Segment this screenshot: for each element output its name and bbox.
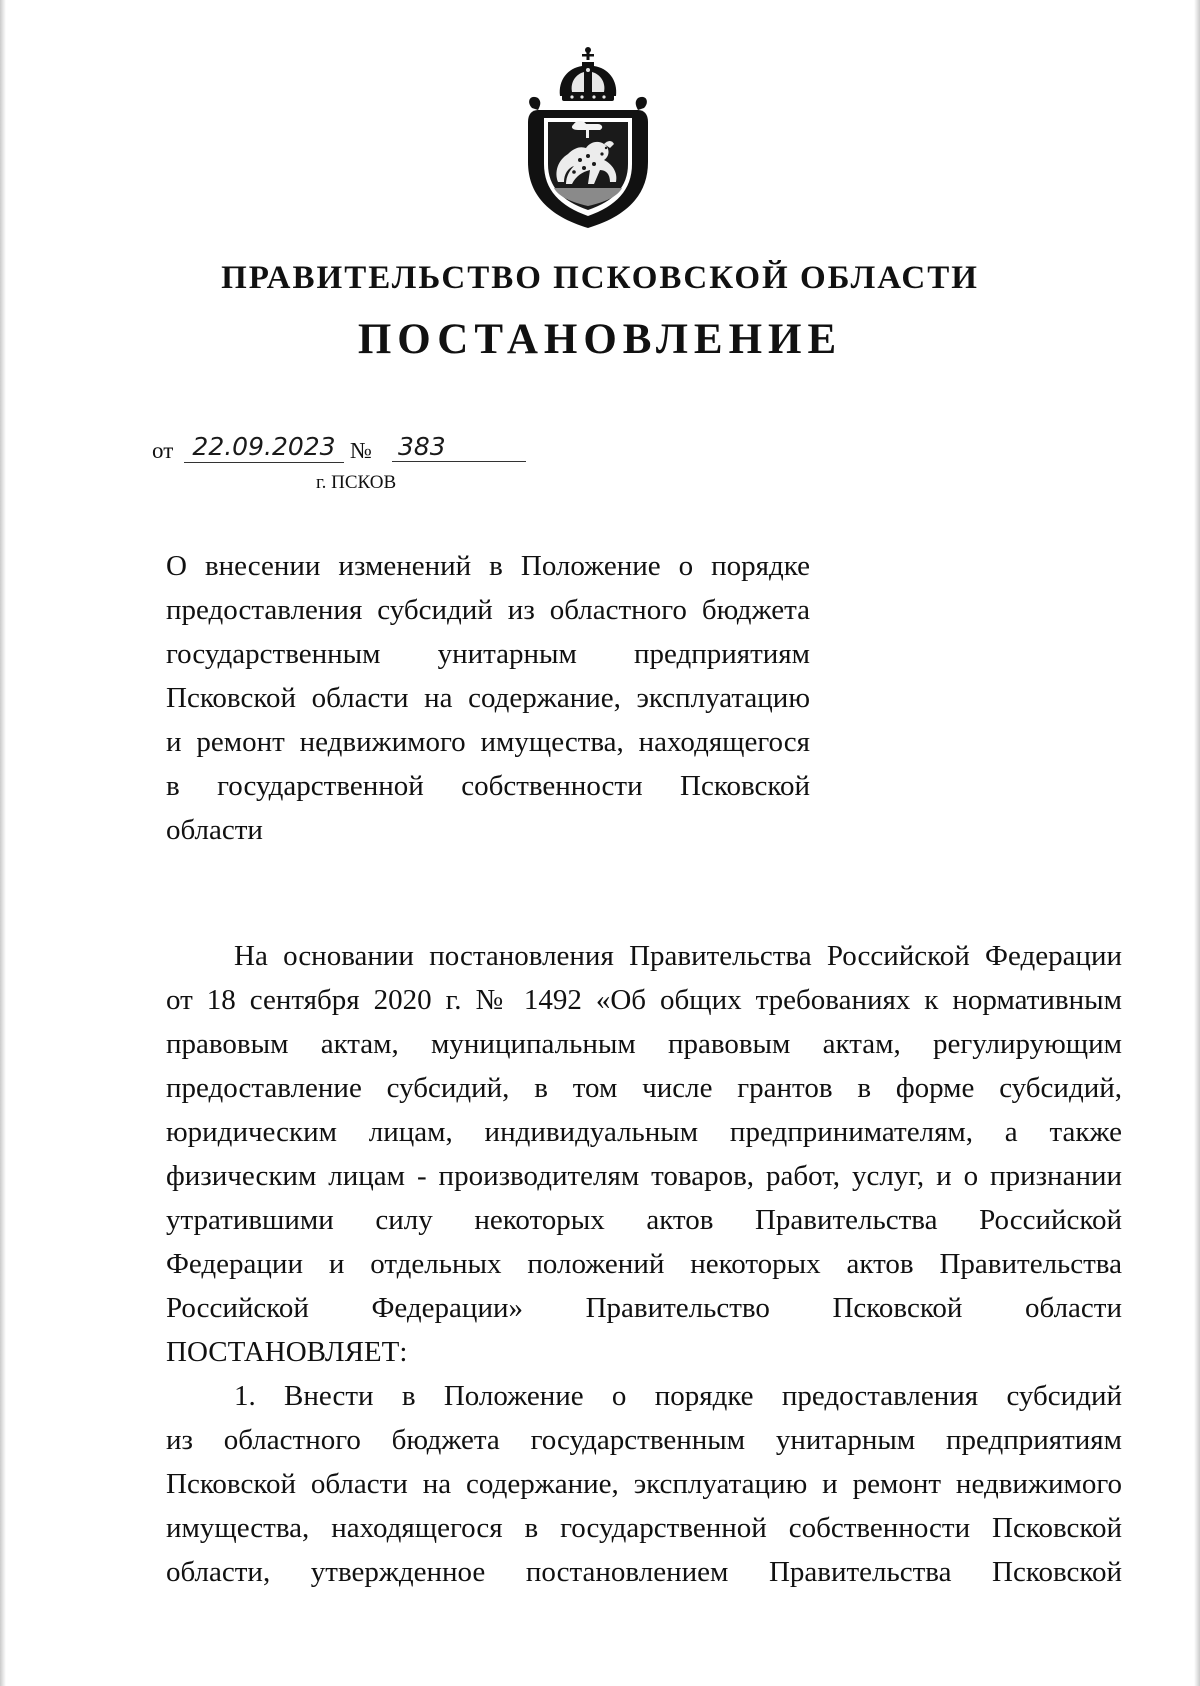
document-date: 22.09.2023 [184,432,344,463]
document-body [166,934,1122,1594]
body-line: от 18 сентября 2020 г. № 1492 «Об общих требованиях к нормативным [166,984,1122,1016]
number-prefix: № [350,438,372,463]
document-number: 383 [392,432,526,462]
scan-edge-right [1194,0,1200,1686]
date-prefix: от [152,438,174,463]
scan-edge-left [0,0,6,1686]
body-line: ПОСТАНОВЛЯЕТ: [166,1336,408,1368]
document-subject [166,544,810,852]
subject-line: государственным унитарным предприятиям [166,638,810,670]
pskov-coat-of-arms-icon [524,44,652,232]
body-line: из областного бюджета государственным унитарным предприятиям [166,1424,1122,1456]
document-type-title: ПОСТАНОВЛЕНИЕ [357,316,843,363]
subject-line: предоставления субсидий из областного бюджета [166,594,810,626]
subject-line: области [166,814,263,846]
body-line: 1. Внести в Положение о порядке предоставления субсидий [234,1380,1122,1412]
body-line: физическим лицам - производителям товаров, работ, услуг, и о признании [166,1160,1122,1192]
body-line: На основании постановления Правительства Российской Федерации [234,940,1122,972]
subject-line: и ремонт недвижимого имущества, находящегося [166,726,810,758]
subject-line: Псковской области на содержание, эксплуатацию [166,682,810,714]
body-line: имущества, находящегося в государственной собственности Псковской [166,1512,1122,1544]
subject-line: в государственной собственности Псковской [166,770,810,802]
body-line: Российской Федерации» Правительство Псковской области [166,1292,1122,1324]
body-line: области, утвержденное постановлением Правительства Псковской [166,1556,1122,1588]
body-line: юридическим лицам, индивидуальным предпринимателям, а также [166,1116,1122,1148]
body-line: утратившими силу некоторых актов Правительства Российской [166,1204,1122,1236]
date-number-line [152,432,532,464]
body-line: предоставление субсидий, в том числе грантов в форме субсидий, [166,1072,1122,1104]
body-line: правовым актам, муниципальным правовым актам, регулирующим [166,1028,1122,1060]
body-line: Федерации и отдельных положений некоторых актов Правительства [166,1248,1122,1280]
subject-line: О внесении изменений в Положение о порядке [166,550,810,582]
organization-title: ПРАВИТЕЛЬСТВО ПСКОВСКОЙ ОБЛАСТИ [221,260,979,296]
body-line: Псковской области на содержание, эксплуатацию и ремонт недвижимого [166,1468,1122,1500]
city-label: г. ПСКОВ [316,472,397,493]
